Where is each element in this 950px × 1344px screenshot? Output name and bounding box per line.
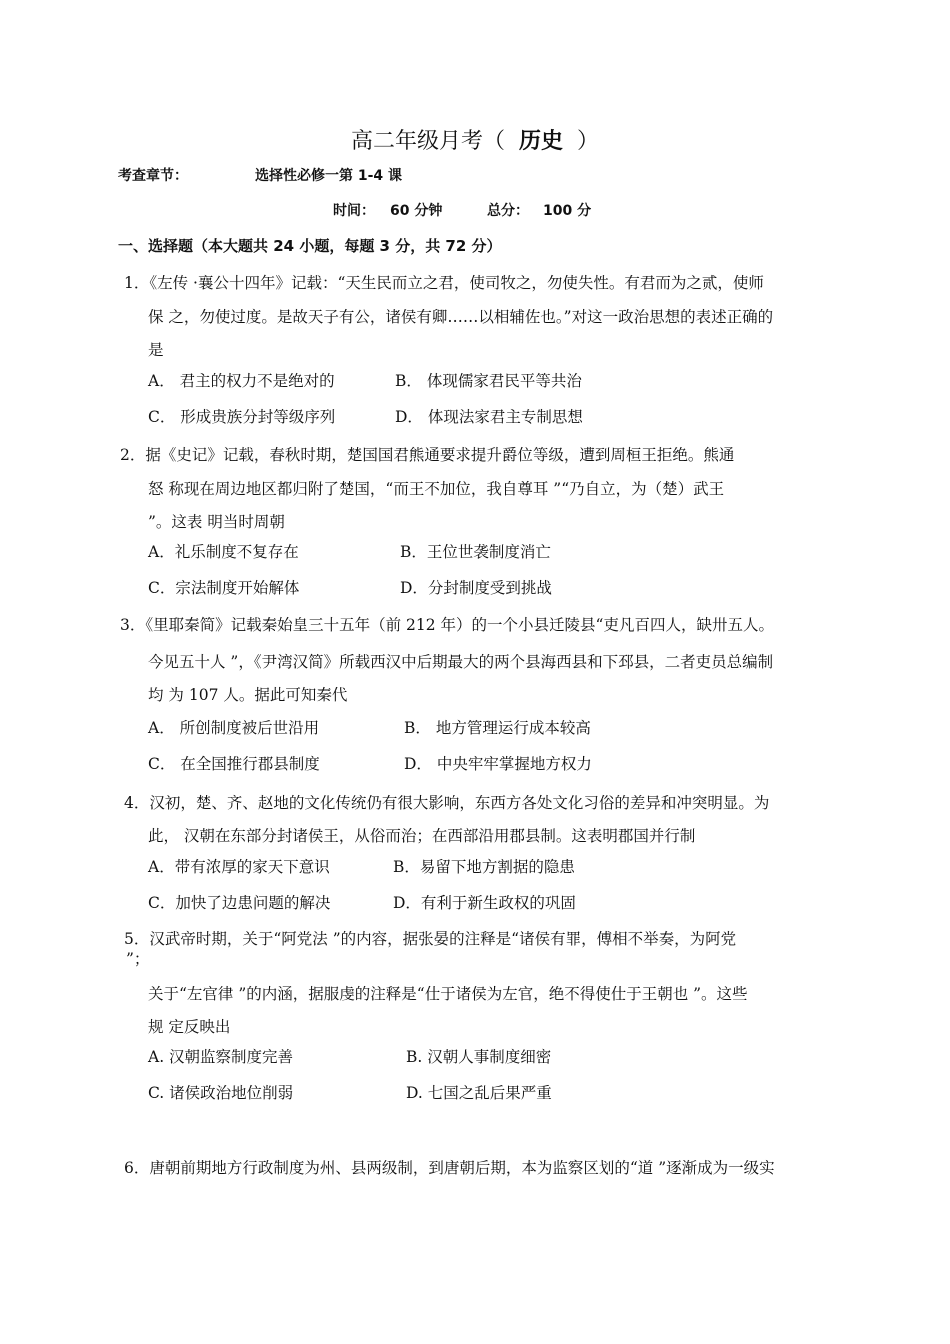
question-line: 此， 汉朝在东部分封诸侯王，从俗而治；在西部沿用郡县制。这表明郡国并行制: [148, 827, 696, 845]
question-line: 4．汉初，楚、齐、赵地的文化传统仍有很大影响，东西方各处文化习俗的差异和冲突明显。为: [124, 794, 770, 812]
question-line: 今见五十人 ”，《尹湾汉简》所载西汉中后期最大的两个县海西县和下邳县，二者吏员总编制: [148, 653, 774, 671]
option-a: A．带有浓厚的家天下意识: [148, 858, 330, 876]
time-label: 时间：: [333, 203, 375, 219]
score-value: 100 分: [543, 203, 592, 219]
question-line: 6．唐朝前期地方行政制度为州、县两级制，到唐朝后期，本为监察区划的“道 ”逐渐成为一级实: [124, 1159, 775, 1177]
option-c: C．加快了边患问题的解决: [148, 894, 331, 912]
option-c: C． 在全国推行郡县制度: [148, 755, 320, 773]
question-line: ”；: [126, 950, 150, 968]
option-a: A． 君主的权力不是绝对的: [148, 372, 335, 390]
score-label: 总分：: [487, 203, 529, 219]
title-suffix: ）: [577, 129, 600, 154]
question-line: 是: [148, 341, 164, 359]
option-d: D．有利于新生政权的巩固: [393, 894, 576, 912]
title-prefix: 高二年级月考（: [350, 129, 505, 154]
question-line: 怒 称现在周边地区都归附了楚国，“而王不加位，我自尊耳 ”“乃自立，为（楚）武王: [148, 480, 725, 498]
option-b: B．王位世袭制度消亡: [400, 543, 551, 561]
option-d: D． 体现法家君主专制思想: [395, 408, 583, 426]
option-d: D. 七国之乱后果严重: [406, 1084, 552, 1102]
option-a: A. 汉朝监察制度完善: [148, 1048, 294, 1066]
question-line: 2．据《史记》记载，春秋时期，楚国国君熊通要求提升爵位等级，遭到周桓王拒绝。熊通: [120, 446, 735, 464]
question-line: 保 之，勿使过度。是故天子有公，诸侯有卿……以相辅佐也。”对这一政治思想的表述正确的: [148, 308, 774, 326]
time-value: 60 分钟: [390, 203, 443, 219]
question-line: 5．汉武帝时期，关于“阿党法 ”的内容，据张晏的注释是“诸侯有罪，傅相不举奏，为阿党: [124, 930, 737, 948]
question-line: 规 定反映出: [148, 1018, 231, 1036]
option-c: C. 诸侯政治地位削弱: [148, 1084, 294, 1102]
option-d: D． 中央牢牢掌握地方权力: [404, 755, 592, 773]
option-b: B． 地方管理运行成本较高: [404, 719, 591, 737]
section-heading: 一、选择题（本大题共 24 小题，每题 3 分，共 72 分）: [118, 237, 502, 255]
chapter-label: 考查章节：: [118, 168, 188, 184]
option-b: B. 汉朝人事制度细密: [406, 1048, 552, 1066]
option-a: A．礼乐制度不复存在: [148, 543, 299, 561]
option-b: B．易留下地方割据的隐患: [393, 858, 575, 876]
option-c: C． 形成贵族分封等级序列: [148, 408, 336, 426]
chapter-value: 选择性必修一第 1-4 课: [255, 168, 403, 184]
question-line: ”。这表 明当时周朝: [148, 513, 285, 531]
option-c: C．宗法制度开始解体: [148, 579, 300, 597]
question-line: 均 为 107 人。据此可知秦代: [148, 686, 348, 704]
title-subject: 历史: [518, 128, 563, 154]
option-b: B． 体现儒家君民平等共治: [395, 372, 582, 390]
question-line: 关于“左官律 ”的内涵，据服虔的注释是“仕于诸侯为左官，绝不得使仕于王朝也 ”。这些: [148, 985, 748, 1003]
option-a: A． 所创制度被后世沿用: [148, 719, 320, 737]
question-line: 1．《左传 ·襄公十四年》记载：“天生民而立之君，使司牧之，勿使失性。有君而为之贰，使师: [124, 274, 764, 292]
page-title: [0, 124, 950, 155]
option-d: D．分封制度受到挑战: [400, 579, 552, 597]
question-line: 3．《里耶秦简》记载秦始皇三十五年（前 212 年）的一个小县迁陵县“吏凡百四人，缺卅五人。: [120, 616, 774, 634]
